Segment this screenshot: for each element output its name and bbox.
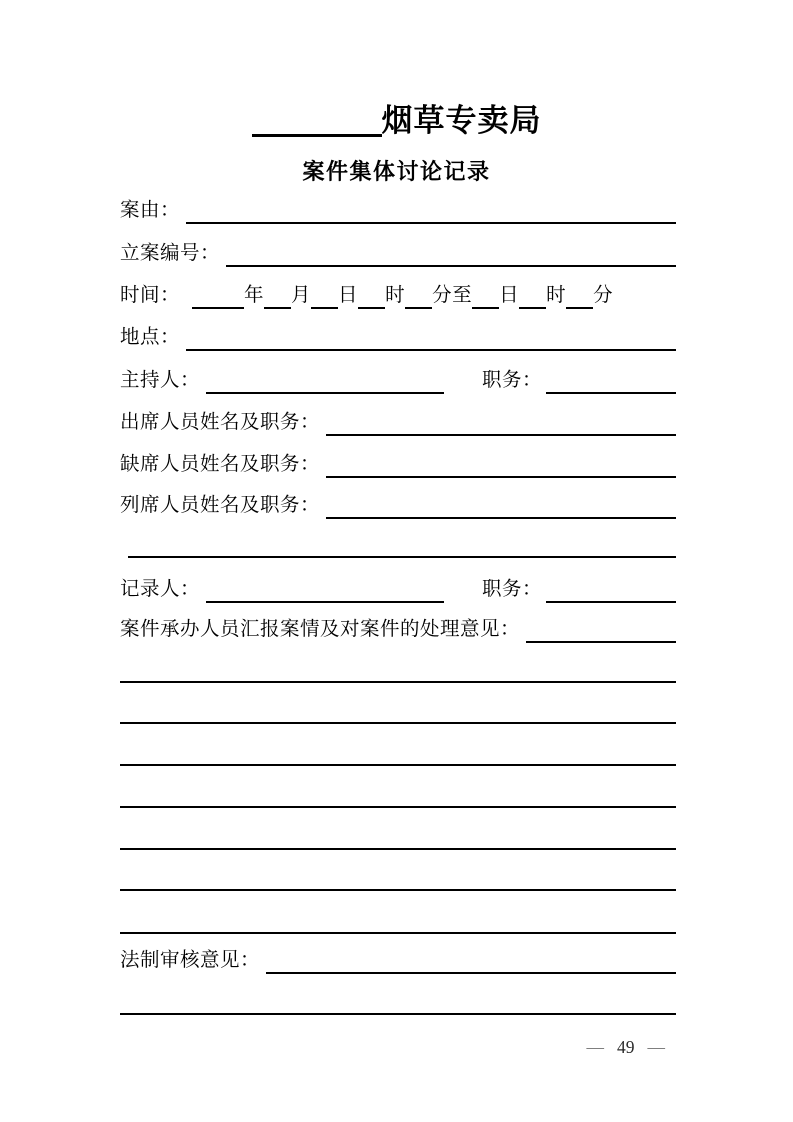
organization-name-blank[interactable] bbox=[252, 134, 382, 137]
host-row-blank[interactable] bbox=[206, 392, 444, 394]
case-filing-number-row bbox=[120, 233, 676, 267]
observers-row bbox=[120, 485, 676, 519]
location-row-label: 地点： bbox=[120, 327, 181, 348]
time-unit-label: 日 bbox=[338, 285, 359, 306]
time-unit-label: 时 bbox=[385, 285, 406, 306]
time-blank[interactable] bbox=[472, 307, 499, 309]
time-blank[interactable] bbox=[519, 307, 546, 309]
attendees-row-blank[interactable] bbox=[326, 434, 676, 436]
attendees-row-label: 出席人员姓名及职务： bbox=[120, 412, 321, 433]
page-number-dash-right: — bbox=[647, 1036, 665, 1057]
absentees-row-blank[interactable] bbox=[326, 476, 676, 478]
page-number-value: 49 bbox=[617, 1036, 635, 1057]
recorder-row-position-label: 职务： bbox=[482, 579, 543, 600]
blank-writing-line[interactable] bbox=[120, 848, 676, 850]
time-unit-label: 时 bbox=[546, 285, 567, 306]
case-handler-report-row-label: 案件承办人员汇报案情及对案件的处理意见： bbox=[120, 619, 521, 640]
time-blank[interactable] bbox=[358, 307, 385, 309]
time-unit-label: 分 bbox=[593, 285, 614, 306]
time-row bbox=[120, 275, 676, 309]
attendees-row bbox=[120, 402, 676, 436]
absentees-row bbox=[120, 444, 676, 478]
host-row-label: 主持人： bbox=[120, 370, 201, 391]
blank-writing-line[interactable] bbox=[120, 681, 676, 683]
blank-writing-line[interactable] bbox=[120, 806, 676, 808]
form-title: 案件集体讨论记录 bbox=[302, 159, 491, 184]
observers-continuation-line[interactable] bbox=[128, 556, 676, 558]
recorder-row-label: 记录人： bbox=[120, 579, 201, 600]
title-text: 烟草专卖局 bbox=[381, 102, 542, 138]
case-cause-row-label: 案由： bbox=[120, 200, 181, 221]
legal-review-opinion-row bbox=[120, 940, 676, 974]
time-unit-label: 月 bbox=[291, 285, 312, 306]
time-blank[interactable] bbox=[192, 307, 244, 309]
recorder-row-position-blank[interactable] bbox=[546, 601, 676, 603]
page-number-dash-left: — bbox=[586, 1036, 604, 1057]
case-handler-report-row-blank[interactable] bbox=[526, 641, 676, 643]
location-row-blank[interactable] bbox=[186, 349, 676, 351]
case-filing-number-row-label: 立案编号： bbox=[120, 243, 221, 264]
time-unit-label: 年 bbox=[244, 285, 265, 306]
time-segments bbox=[192, 284, 613, 309]
time-unit-label: 分至 bbox=[432, 285, 473, 306]
time-row-label: 时间： bbox=[120, 285, 181, 306]
legal-review-opinion-row-blank[interactable] bbox=[266, 972, 676, 974]
time-blank[interactable] bbox=[405, 307, 432, 309]
page-number bbox=[587, 1036, 666, 1058]
location-row bbox=[120, 317, 676, 351]
host-row bbox=[120, 360, 676, 394]
time-blank[interactable] bbox=[264, 307, 291, 309]
case-filing-number-row-blank[interactable] bbox=[226, 265, 676, 267]
time-unit-label: 日 bbox=[499, 285, 520, 306]
host-row-position-blank[interactable] bbox=[546, 392, 676, 394]
recorder-row-blank[interactable] bbox=[206, 601, 444, 603]
blank-writing-line[interactable] bbox=[120, 889, 676, 891]
case-handler-report-row bbox=[120, 609, 676, 643]
case-cause-row-blank[interactable] bbox=[186, 222, 676, 224]
case-cause-row bbox=[120, 190, 676, 224]
time-blank[interactable] bbox=[566, 307, 593, 309]
legal-review-opinion-row-label: 法制审核意见： bbox=[120, 950, 261, 971]
host-row-position-label: 职务： bbox=[482, 370, 543, 391]
observers-row-label: 列席人员姓名及职务： bbox=[120, 495, 321, 516]
time-blank[interactable] bbox=[311, 307, 338, 309]
observers-row-blank[interactable] bbox=[326, 517, 676, 519]
blank-writing-line[interactable] bbox=[120, 1013, 676, 1015]
blank-writing-line[interactable] bbox=[120, 764, 676, 766]
absentees-row-label: 缺席人员姓名及职务： bbox=[120, 454, 321, 475]
blank-writing-line[interactable] bbox=[120, 932, 676, 934]
recorder-row bbox=[120, 569, 676, 603]
blank-writing-line[interactable] bbox=[120, 722, 676, 724]
document-title bbox=[0, 94, 793, 138]
